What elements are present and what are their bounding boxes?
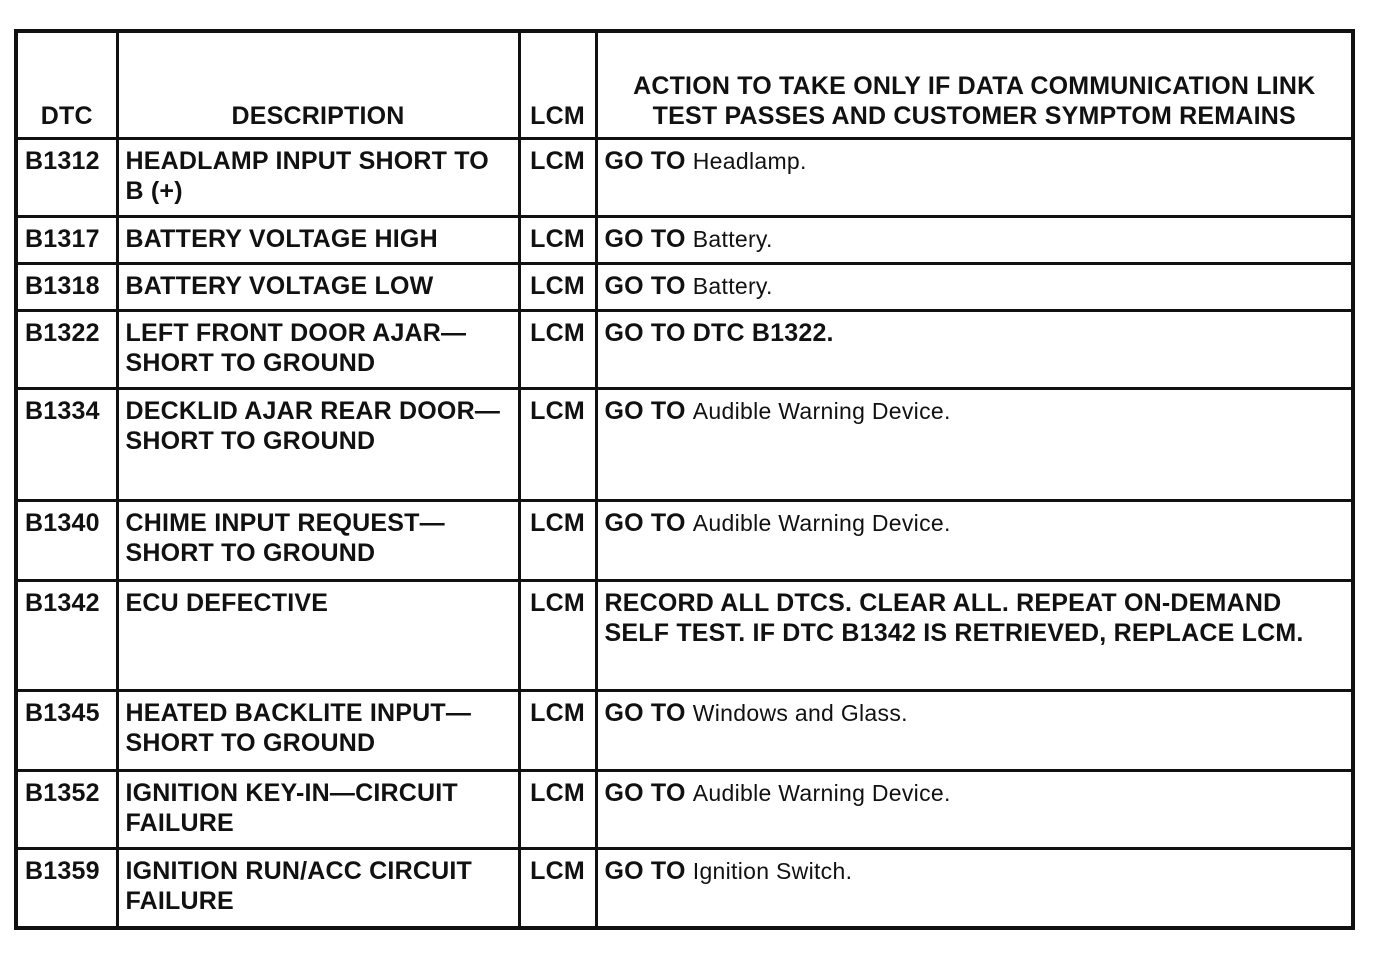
module-cell: LCM: [519, 388, 596, 500]
module-cell: LCM: [519, 770, 596, 848]
dtc-code: B1334: [16, 388, 117, 500]
action-prefix: GO TO: [604, 146, 686, 175]
table-row: [16, 388, 1353, 500]
table-row: [16, 310, 1353, 388]
action-target: Windows and Glass.: [692, 699, 908, 726]
dtc-code: B1352: [16, 770, 117, 848]
dtc-code: B1359: [16, 848, 117, 928]
table-row: [16, 770, 1353, 848]
action-target: Audible Warning Device.: [692, 779, 951, 806]
action-cell: [596, 770, 1353, 848]
dtc-description: CHIME INPUT REQUEST—SHORT TO GROUND: [117, 500, 519, 580]
action-target: Headlamp.: [692, 147, 807, 174]
table-row: [16, 216, 1353, 263]
action-text: RECORD ALL DTCS. CLEAR ALL. REPEAT ON-DEMAND SELF TEST. IF DTC B1342 IS RETRIEVED, REPLACE LCM.: [604, 588, 1304, 647]
dtc-code: B1317: [16, 216, 117, 263]
action-cell: [596, 310, 1353, 388]
dtc-description: HEADLAMP INPUT SHORT TO B (+): [117, 138, 519, 216]
dtc-description: IGNITION KEY-IN—CIRCUIT FAILURE: [117, 770, 519, 848]
action-target: Audible Warning Device.: [692, 509, 951, 536]
dtc-description: LEFT FRONT DOOR AJAR—SHORT TO GROUND: [117, 310, 519, 388]
module-cell: LCM: [519, 500, 596, 580]
dtc-code: B1342: [16, 580, 117, 690]
action-prefix: GO TO: [604, 271, 686, 300]
header-row: [16, 31, 1353, 138]
dtc-code: B1345: [16, 690, 117, 770]
action-cell: [596, 690, 1353, 770]
dtc-description: BATTERY VOLTAGE LOW: [117, 263, 519, 310]
dtc-description: ECU DEFECTIVE: [117, 580, 519, 690]
action-cell: [596, 138, 1353, 216]
action-cell: [596, 500, 1353, 580]
table-row: [16, 500, 1353, 580]
table-row: [16, 138, 1353, 216]
module-cell: LCM: [519, 216, 596, 263]
dtc-code: B1340: [16, 500, 117, 580]
dtc-description: BATTERY VOLTAGE HIGH: [117, 216, 519, 263]
action-target: Ignition Switch.: [692, 857, 853, 884]
action-prefix: GO TO: [604, 224, 686, 253]
header-action: ACTION TO TAKE ONLY IF DATA COMMUNICATION LINK TEST PASSES AND CUSTOMER SYMPTOM REMAINS: [596, 31, 1353, 138]
dtc-description: IGNITION RUN/ACC CIRCUIT FAILURE: [117, 848, 519, 928]
table-row: [16, 848, 1353, 928]
action-target: Battery.: [692, 225, 773, 252]
action-prefix: GO TO: [604, 778, 686, 807]
module-cell: LCM: [519, 580, 596, 690]
dtc-code: B1312: [16, 138, 117, 216]
action-prefix: GO TO: [604, 396, 686, 425]
table-row: [16, 580, 1353, 690]
header-dtc: DTC: [16, 31, 117, 138]
action-cell: [596, 580, 1353, 690]
table-row: [16, 690, 1353, 770]
action-target: Battery.: [692, 272, 773, 299]
table-row: [16, 263, 1353, 310]
module-cell: LCM: [519, 138, 596, 216]
action-cell: [596, 388, 1353, 500]
action-prefix: GO TO: [604, 508, 686, 537]
dtc-description: HEATED BACKLITE INPUT—SHORT TO GROUND: [117, 690, 519, 770]
module-cell: LCM: [519, 310, 596, 388]
action-cell: [596, 216, 1353, 263]
action-cell: [596, 263, 1353, 310]
module-cell: LCM: [519, 848, 596, 928]
header-description: DESCRIPTION: [117, 31, 519, 138]
action-cell: [596, 848, 1353, 928]
module-cell: LCM: [519, 263, 596, 310]
dtc-code: B1318: [16, 263, 117, 310]
module-cell: LCM: [519, 690, 596, 770]
header-lcm: LCM: [519, 31, 596, 138]
dtc-code: B1322: [16, 310, 117, 388]
action-text: GO TO DTC B1322.: [604, 318, 834, 347]
action-target: Audible Warning Device.: [692, 397, 951, 424]
action-prefix: GO TO: [604, 698, 686, 727]
dtc-description: DECKLID AJAR REAR DOOR—SHORT TO GROUND: [117, 388, 519, 500]
action-prefix: GO TO: [604, 856, 686, 885]
dtc-table: [14, 29, 1355, 930]
